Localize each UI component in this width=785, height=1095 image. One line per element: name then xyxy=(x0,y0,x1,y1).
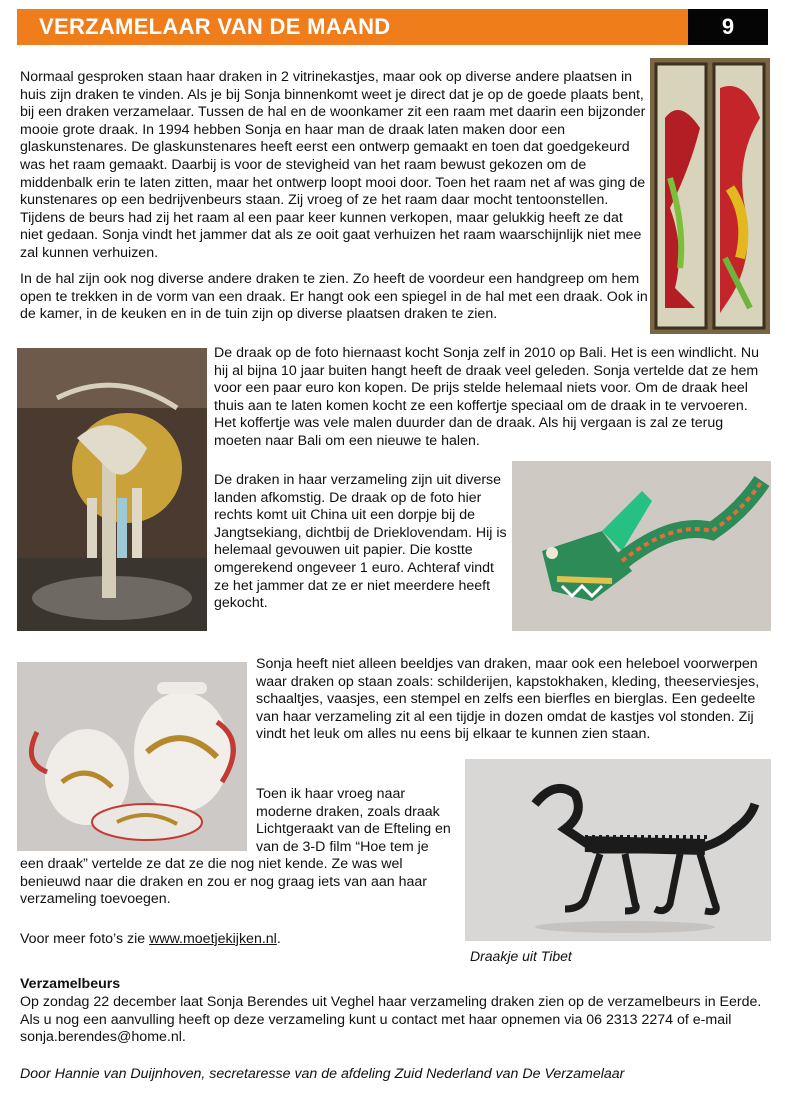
china-paragraph: De draken in haar verzameling zijn uit diverse landen afkomstig. De draak op de foto hier rechts komt uit China uit een dorpje bij de Jangtsekiang, dichtbij de Drieklovendam. Hij is helemaal gevouwen uit papier. Die kostte omgerekend ongeveer 1 euro. Achteraf vindt ze het jammer dat ze er niet meerdere heeft gekocht. xyxy=(214,472,507,612)
modern-paragraph-part-2: een draak” vertelde ze dat ze die nog niet kende. Ze was wel benieuwd naar die draken en zou er nog graag iets van aan haar verzameling toevoegen. xyxy=(20,856,427,908)
beurs-paragraph: Op zondag 22 december laat Sonja Berendes uit Veghel haar verzameling draken zien op de verzamelbeurs in Eerde. Als u nog een aanvulling heeft op deze verzameling kunt u contact met haar opnemen via 06 2313 2274 of e-mail sonja.berendes@home.nl. xyxy=(20,994,762,1046)
paper-dragon-photo xyxy=(512,461,771,631)
page-number: 9 xyxy=(688,9,768,45)
page-title: VERZAMELAAR VAN DE MAAND xyxy=(39,14,391,39)
stained-glass-photo xyxy=(650,58,770,334)
bali-paragraph: De draak op de foto hiernaast kocht Sonja zelf in 2010 op Bali. Het is een windlicht. Nu hij al bijna 10 jaar buiten hangt heeft de draak veel geleden. Sonja vertelde dat ze hem voor een paar euro kon kopen. De prijs stelde helemaal niets voor. Om de draak heel thuis aan te laten komen kocht ze een koffertje speciaal om de draak in te vervoeren. Het koffertje was vele malen duurder dan de draak. Als hij vergaan is zal ze terug moeten naar Bali om een nieuwe te halen. xyxy=(214,345,759,449)
voorwerpen-paragraph: Sonja heeft niet alleen beeldjes van draken, maar ook een heleboel voorwerpen waar draken op staan zoals: schilderijen, kapstokhaken, kleding, theeserviesjes, schaaltjes, vaasjes, een stempel en zelfs een bierfles en bierglas. Een gedeelte van haar verzameling zit al een tijdje in dozen omdat de kastjes vol stonden. Zij vindt het leuk om alles nu eens bij elkaar te kunnen zien staan. xyxy=(256,656,760,743)
intro-paragraph: Normaal gesproken staan haar draken in 2 vitrinekastjes, maar ook op diverse andere plaatsen in huis zijn draken te vinden. Als je bij Sonja binnenkomt weet je direct dat je op de goede plaats bent, bij een draken verzamelaar. Tussen de hal en de woonkamer zit een raam met daarin een bijzonder mooie grote draak. In 1994 hebben Sonja en haar man de draak laten maken door een glaskunstenares. De glaskunstenares heeft eerst een ontwerp gemaakt en toen dat goedgekeurd was het raam gemaakt. Daarbij is voor de stevigheid van het raam bewust gekozen om de middenbalk erin te laten zitten, maar het ontwerp loopt mooi door. Toen het raam net af was ging de kunstenares op een bedrijvenbeurs staan. Zij vroeg of ze het raam daar mocht tentoonstellen. Tijdens de beurs had zij het raam al een paar keer kunnen verkopen, maar gelukkig heeft ze dat niet gedaan. Sonja vindt het jammer dat als ze ooit gaat verhuizen het raam waarschijnlijk niet mee zal kunnen verhuizen. xyxy=(20,69,646,261)
author-line: Door Hannie van Duijnhoven, secretaresse van de afdeling Zuid Nederland van De Verzamelaar xyxy=(20,1066,625,1082)
hal-paragraph: In de hal zijn ook nog diverse andere draken te zien. Zo heeft de voordeur een handgreep om hem open te trekken in de vorm van een draak. Er hangt ook een spiegel in de hal met een draak. Ook in de kamer, in de keuken en in de tuin zijn op diverse plaatsen draken te zien. xyxy=(20,271,648,323)
beurs-heading: Verzamelbeurs xyxy=(20,976,121,992)
tibet-caption: Draakje uit Tibet xyxy=(470,948,572,964)
modern-paragraph-part-1: Toen ik haar vroeg naar moderne draken, zoals draak Lichtgeraakt van de Efteling en van de 3-D film “Hoe tem je xyxy=(256,786,451,855)
more-photos-prefix: Voor meer foto’s zie xyxy=(20,931,150,947)
more-photos-suffix: . xyxy=(276,931,281,947)
more-photos-line xyxy=(20,931,460,949)
tibet-dragon-photo xyxy=(465,759,771,941)
teaset-photo xyxy=(17,662,247,851)
windchime-dragon-photo xyxy=(17,348,207,631)
page-header xyxy=(17,9,768,45)
website-link[interactable]: www.moetjekijken.nl xyxy=(149,931,277,947)
